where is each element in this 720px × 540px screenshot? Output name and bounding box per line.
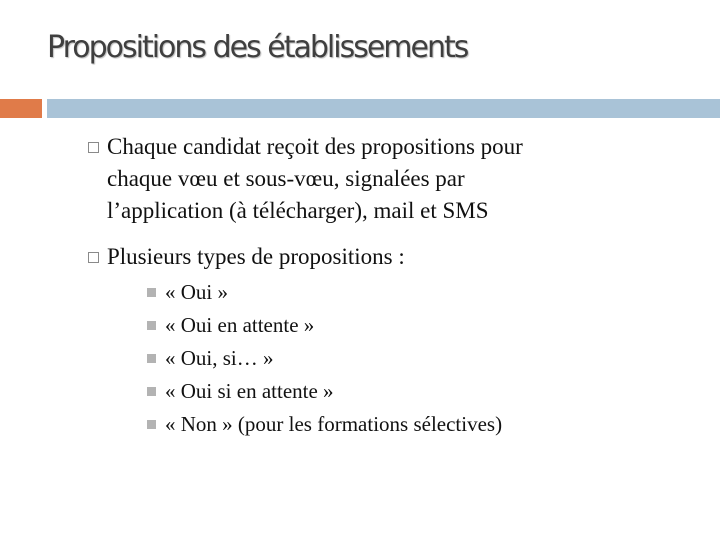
proposition-types-list	[147, 276, 502, 441]
list-item	[147, 309, 502, 342]
filled-square-bullet-icon	[147, 321, 156, 330]
list-item	[147, 342, 502, 375]
slide-title: Propositions des établissements	[47, 30, 468, 65]
square-bullet-icon	[88, 142, 99, 153]
list-item	[147, 276, 502, 309]
filled-square-bullet-icon	[147, 420, 156, 429]
bullet-text-line: Plusieurs types de propositions :	[107, 244, 405, 269]
bullet-text-line: Chaque candidat reçoit des propositions pour	[107, 134, 523, 159]
list-item-text: « Oui si en attente »	[165, 379, 334, 403]
bullet-text-line: l’application (à télécharger), mail et SMS	[107, 198, 489, 223]
list-item-text: « Non » (pour les formations sélectives)	[165, 412, 503, 436]
bullet-item	[88, 241, 688, 273]
filled-square-bullet-icon	[147, 288, 156, 297]
list-item-text: « Oui, si… »	[165, 346, 274, 370]
filled-square-bullet-icon	[147, 354, 156, 363]
list-item	[147, 375, 502, 408]
square-bullet-icon	[88, 252, 99, 263]
list-item-text: « Oui »	[165, 280, 228, 304]
filled-square-bullet-icon	[147, 387, 156, 396]
list-item	[147, 408, 502, 441]
bullet-item	[88, 131, 688, 227]
list-item-text: « Oui en attente »	[165, 313, 315, 337]
bullet-text-line: chaque vœu et sous-vœu, signalées par	[107, 166, 465, 191]
